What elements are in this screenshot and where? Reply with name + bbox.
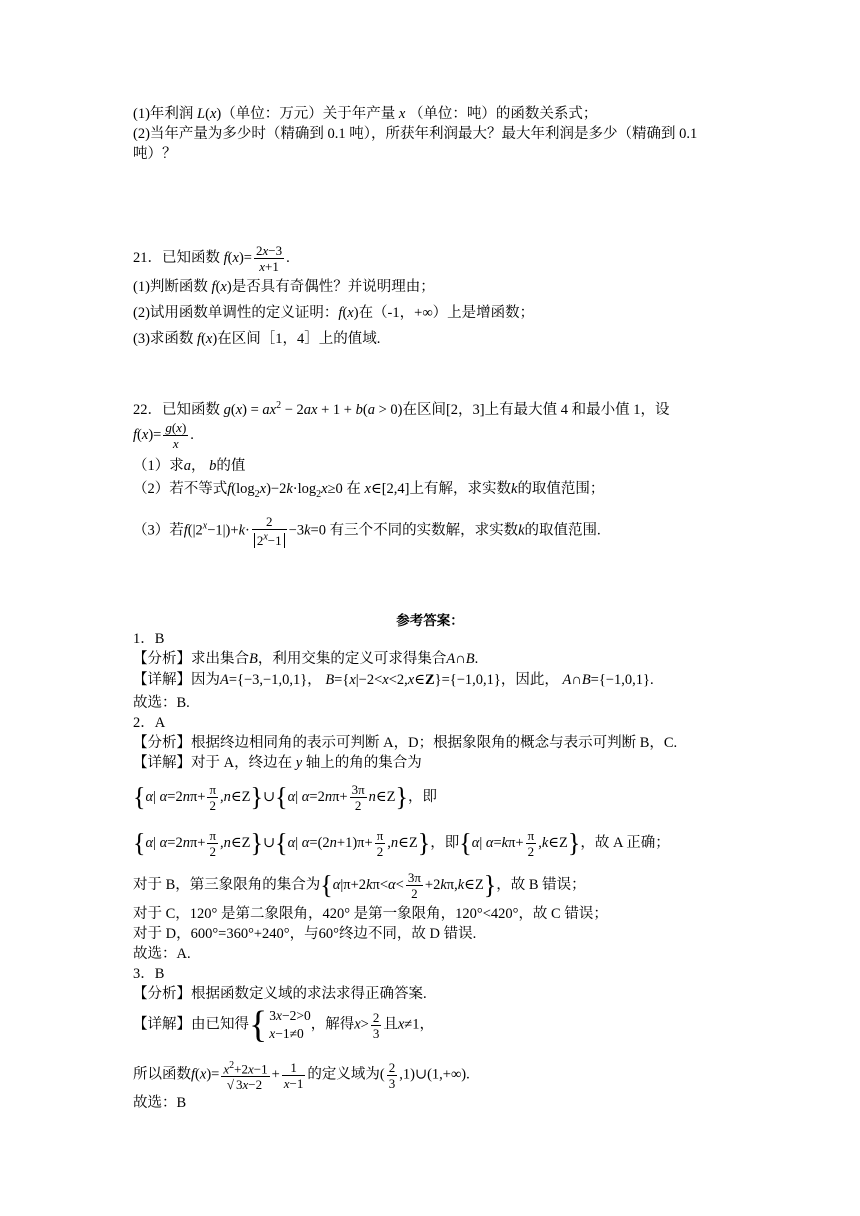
answer-1-choice: 故选：B. [133, 695, 190, 711]
answer-3-choice: 故选：B [133, 1095, 187, 1111]
q22-intro: 22．已知函数 $g(x) = ax^2 - 2ax + 1 + b(a > 0)$在区间[2，3]上有最大值 4 和最小值 1，设 [133, 400, 670, 418]
answers-title: 参考答案： [396, 613, 464, 629]
q22-part3: （3）若$f(|2^x-1|)+k\cdot$ $\frac{2}{2^x-1}$ −3k=0 有三个不同的实数解，求实数k的取值范围. [133, 514, 601, 549]
q21-part3: (3)求函数 f(x)在区间［1，4］上的值域. [133, 331, 381, 347]
answer-3-summary: 所以函数f(x)= $\frac{x^2+2x-1}{√ 3x-2}$ + $\frac{1}{x-1}$ 的定义域为( $\frac{2}{3}$ ,1)∪(1,+∞). [133, 1059, 470, 1093]
answer-2-b: 对于 B，第三象限角的集合为{α|π+2kπ<α< $\frac{3\pi}{2}$ +2kπ,k∈Z}，故 B 错误； [133, 870, 586, 901]
q20-part2: (2)当年产量为多少时（精确到 0.1 吨），所获年利润最大？最大年利润是多少（精确到 0.1 [133, 126, 698, 142]
answer-1-analysis: 【分析】求出集合B，利用交集的定义可求得集合A∩B. [133, 651, 479, 667]
q20-part1: (1)年利润 L(x)（单位：万元）关于年产量 x （单位：吨）的函数关系式； [133, 106, 598, 122]
answer-2-c: 对于 C，120° 是第二象限角，420° 是第一象限角，120°<420°，故 C 错误； [133, 906, 608, 922]
answer-2-d: 对于 D，600°=360°+240°，与60°终边不同，故 D 错误. [133, 926, 477, 942]
answer-3-analysis: 【分析】根据函数定义域的求法求得正确答案. [133, 986, 427, 1002]
q20-part2-cont: 吨）？ [133, 146, 177, 162]
q21-part1: (1)判断函数 f(x)是否具有奇偶性？并说明理由； [133, 279, 435, 295]
answer-2-choice: 故选：A. [133, 946, 191, 962]
answer-3-detail: 【详解】由已知得 { 3x−2>0 x−1≠0 ，解得x> $\frac{2}{3}$ 且x≠1， [133, 1004, 435, 1046]
answer-3-label: 3．B [133, 966, 165, 982]
answer-2-set-b: {α| α=2nπ+ $\frac{\pi}{2}$ ,n∈Z}∪{α| α=(2n+1)π+ $\frac{\pi}{2}$ ,n∈Z}，即{α| α=kπ+ $\frac{\pi}{2}$ ,k∈Z}，故 A 正确； [133, 828, 670, 859]
answer-2-set-a: {α| α=2nπ+ $\frac{\pi}{2}$ ,n∈Z}∪{α| α=2nπ+ $\frac{3\pi}{2}$ n∈Z}，即 [133, 782, 437, 813]
q21-intro: 21．已知函数 f(x)= $\frac{2x-3}{x+1}$ . [133, 243, 290, 274]
answer-2-analysis: 【分析】根据终边相同角的表示可判断 A，D；根据象限角的概念与表示可判断 B，C. [133, 735, 678, 751]
q21-part2: (2)试用函数单调性的定义证明：f(x)在（-1，+∞）上是增函数； [133, 305, 535, 321]
answer-1-detail: 【详解】因为A={−3,−1,0,1}， B={x|−2<x<2,x∈Z}={−1,0,1}，因此， A∩B={−1,0,1}. [133, 672, 654, 688]
answer-2-detail: 【详解】对于 A，终边在 y 轴上的角的集合为 [133, 755, 422, 771]
q22-part2: （2）若不等式$f(\log_2x)-2k\cdot\log_2x\ge 0$ 在 x∈[2,4]上有解，求实数k的取值范围； [133, 481, 605, 500]
answer-2-label: 2．A [133, 715, 166, 731]
q22-part1: （1）求a， b的值 [133, 458, 246, 474]
answer-1-label: 1．B [133, 631, 165, 647]
q22-fx-def: f(x)= $\frac{g(x)}{x}$ . [133, 420, 194, 451]
